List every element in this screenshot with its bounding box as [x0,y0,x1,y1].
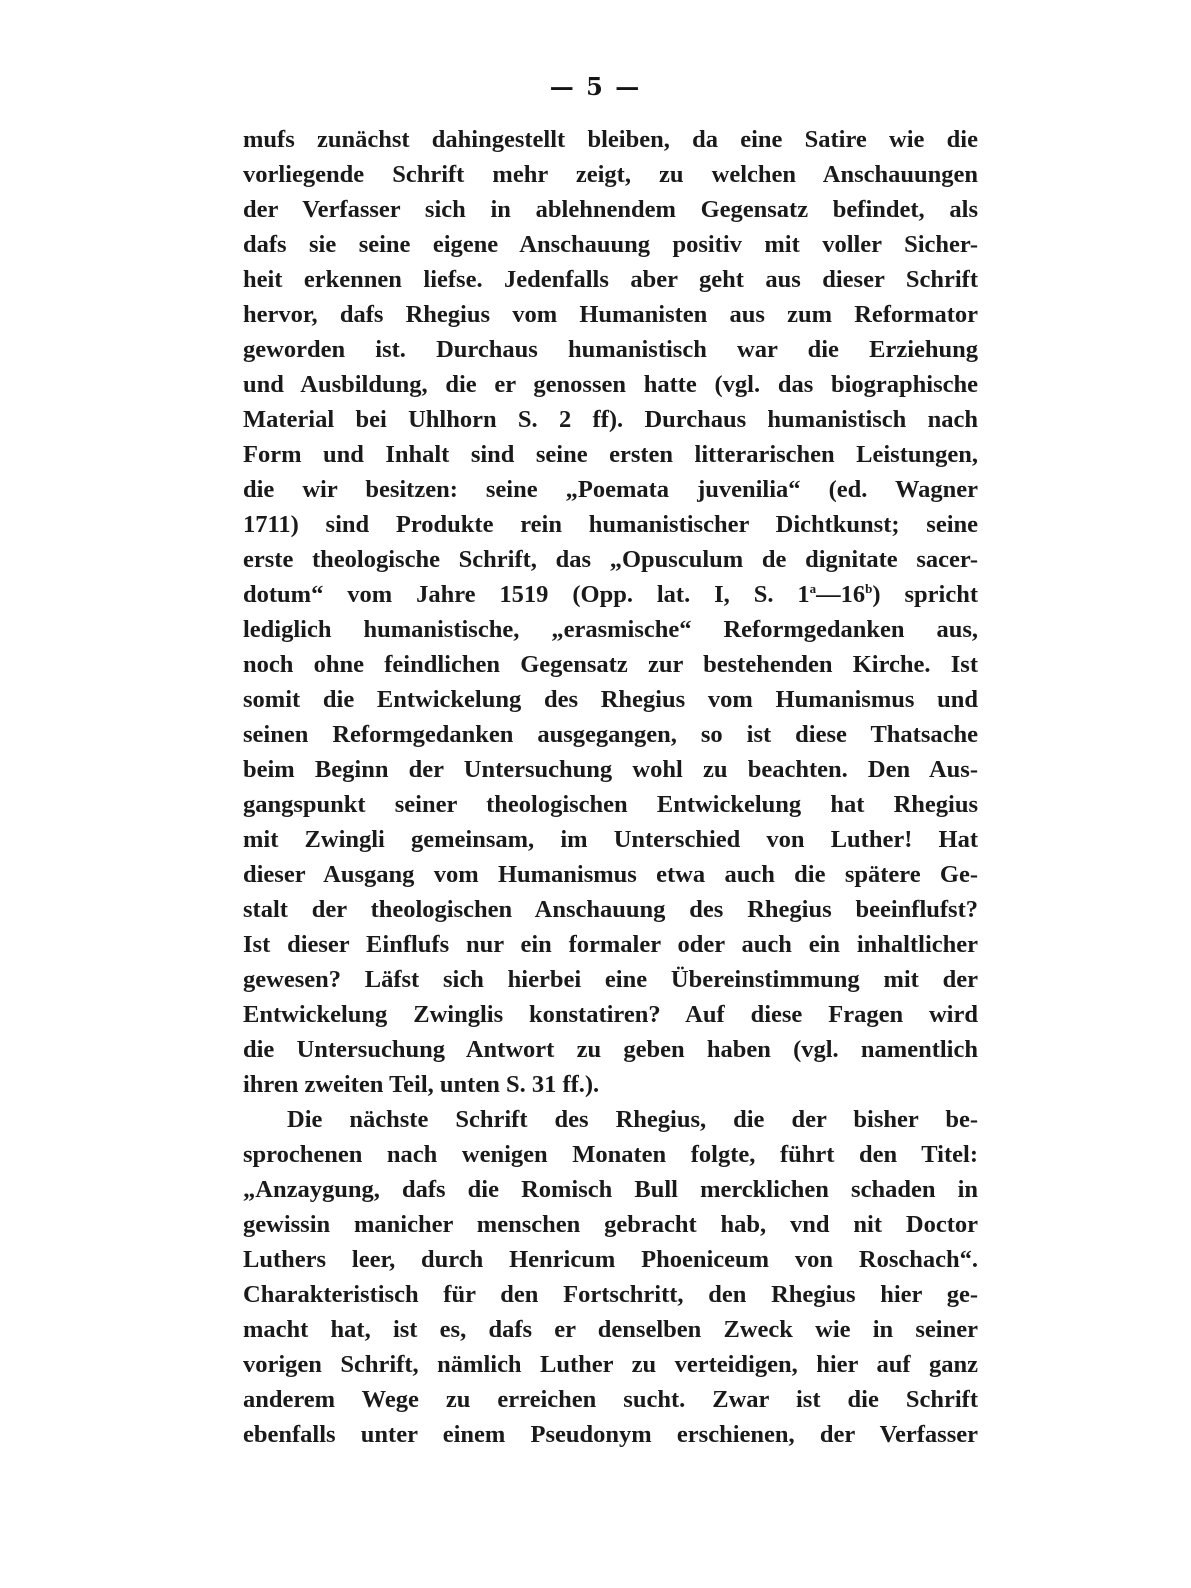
text-line: der Verfasser sich in ablehnendem Gegensatz befindet, als [243,196,978,223]
text-line: vorliegende Schrift mehr zeigt, zu welchen Anschauungen [243,161,978,188]
text-line: anderem Wege zu erreichen sucht. Zwar ist die Schrift [243,1386,978,1413]
superscript: a [809,581,817,596]
text-line: lediglich humanistische, „erasmische“ Reformgedanken aus, [243,616,978,643]
text-line: geworden ist. Durchaus humanistisch war die Erziehung [243,336,978,363]
text-line: mufs zunächst dahingestellt bleiben, da eine Satire wie die [243,126,978,153]
text-line-with-superscripts [243,577,978,612]
text-line: ihren zweiten Teil, unten S. 31 ff.). [243,1071,600,1098]
text-line: beim Beginn der Untersuchung wohl zu beachten. Den Aus- [243,756,978,783]
text-line: stalt der theologischen Anschauung des Rhegius beeinflufst? [243,896,978,923]
page-number: — 5 — [549,72,642,101]
text-line: sprochenen nach wenigen Monaten folgte, führt den Titel: [243,1141,978,1168]
text-line: noch ohne feindlichen Gegensatz zur bestehenden Kirche. Ist [243,651,978,678]
text-line: heit erkennen liefse. Jedenfalls aber geht aus dieser Schrift [243,266,978,293]
text-line: gewesen? Läfst sich hierbei eine Übereinstimmung mit der [243,966,978,993]
text-line: dafs sie seine eigene Anschauung positiv mit voller Sicher- [243,231,978,258]
text-line: Charakteristisch für den Fortschritt, den Rhegius hier ge- [243,1281,978,1308]
text-line: vorigen Schrift, nämlich Luther zu verteidigen, hier auf ganz [243,1351,978,1378]
text-line: 1711) sind Produkte rein humanistischer Dichtkunst; seine [243,511,978,538]
text-line: Material bei Uhlhorn S. 2 ff). Durchaus humanistisch nach [243,406,978,433]
text-line: Die nächste Schrift des Rhegius, die der bisher be- [287,1106,978,1133]
paragraph-1 [243,122,978,1102]
line-segment: dotum“ vom Jahre 1519 (Opp. lat. I, S. 1 [243,581,810,608]
text-line: dieser Ausgang vom Humanismus etwa auch die spätere Ge- [243,861,978,888]
superscript: b [865,581,873,596]
text-line: somit die Entwickelung des Rhegius vom Humanismus und [243,686,978,713]
text-line: Luthers leer, durch Henricum Phoeniceum von Roschach“. [243,1246,978,1273]
text-line: mit Zwingli gemeinsam, im Unterschied von Luther! Hat [243,826,978,853]
text-line: Ist dieser Einflufs nur ein formaler oder auch ein inhaltlicher [243,931,978,958]
text-line: und Ausbildung, die er genossen hatte (vgl. das biographische [243,371,978,398]
text-line: Form und Inhalt sind seine ersten litterarischen Leistungen, [243,441,978,468]
text-line: macht hat, ist es, dafs er denselben Zweck wie in seiner [243,1316,978,1343]
text-line: „Anzaygung, dafs die Romisch Bull mercklichen schaden in [243,1176,978,1203]
paragraph-2 [243,1102,978,1452]
text-line: gangspunkt seiner theologischen Entwickelung hat Rhegius [243,791,978,818]
line-segment: —16 [816,581,866,608]
text-line: seinen Reformgedanken ausgegangen, so ist diese Thatsache [243,721,978,748]
text-line: gewissin manicher menschen gebracht hab, vnd nit Doctor [243,1211,978,1238]
text-line: erste theologische Schrift, das „Opusculum de dignitate sacer- [243,546,978,573]
text-line: die wir besitzen: seine „Poemata juvenilia“ (ed. Wagner [243,476,978,503]
text-line: die Untersuchung Antwort zu geben haben (vgl. namentlich [243,1036,978,1063]
line-segment: ) spricht [872,581,978,608]
text-line: hervor, dafs Rhegius vom Humanisten aus zum Reformator [243,301,978,328]
body-text [243,122,978,1452]
text-line: Entwickelung Zwinglis konstatiren? Auf diese Fragen wird [243,1001,978,1028]
text-line: ebenfalls unter einem Pseudonym erschienen, der Verfasser [243,1421,978,1448]
